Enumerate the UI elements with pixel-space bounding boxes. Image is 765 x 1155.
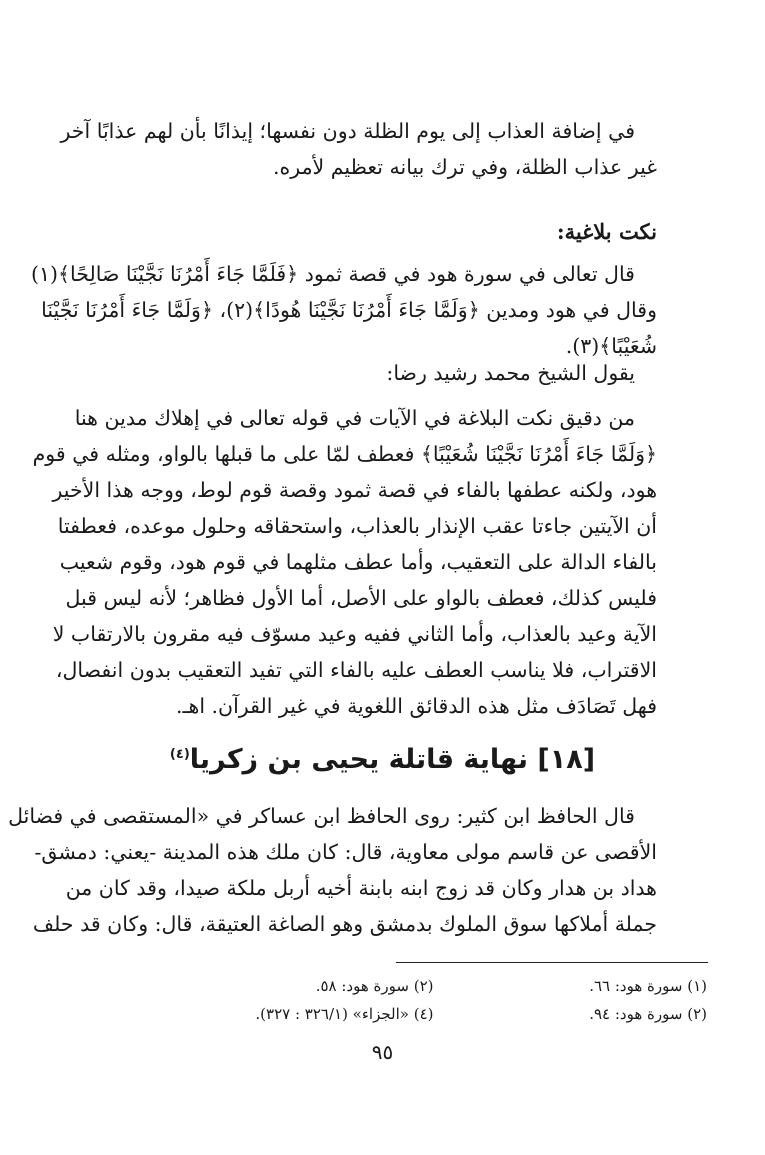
- text-line: شُعَيْبًا﴾(٣).: [565, 334, 657, 358]
- footnote: (٤) «الجزاء» (٣٢٦/١ : ٣٢٧).: [255, 1005, 434, 1023]
- footnote-row: [160, 972, 707, 1000]
- intro-paragraph: [55, 113, 657, 185]
- quote-intro: يقول الشيخ محمد رشيد رضا:: [386, 361, 635, 385]
- footnotes: [160, 972, 707, 1028]
- text-line: قال الحافظ ابن كثير: روى الحافظ ابن عساكر في «المستقصى في فضائل: [8, 804, 635, 828]
- story-paragraph: [8, 798, 657, 942]
- text-line: هود، ولكنه عطفها بالفاء في قصة ثمود وقصة قوم لوط، ووجه هذا الأخير: [52, 478, 657, 502]
- quote-paragraph: [32, 400, 657, 724]
- text-line: غير عذاب الظلة، وفي ترك بيانه تعظيم لأمره.: [273, 155, 657, 179]
- footnote: (٢) سورة هود: ٥٨.: [315, 977, 434, 995]
- section-title-footnote-ref: (٤): [169, 747, 190, 762]
- page-number: ٩٥: [371, 1040, 394, 1064]
- section-heading: نكت بلاغية:: [556, 219, 657, 244]
- footnote-row: [160, 1000, 707, 1028]
- text-line: وقال في هود ومدين ﴿وَلَمَّا جَاءَ أَمْرُنَا نَجَّيْنَا هُودًا﴾(٢)، ﴿وَلَمَّا جَاءَ أَمْرُنَا نَجَّيْنَا: [41, 298, 657, 322]
- text-line: فهل تَصَادَف مثل هذه الدقائق اللغوية في غير القرآن. اهـ.: [175, 694, 657, 718]
- section-title-text: [١٨] نهاية قاتلة يحيى بن زكريا: [189, 744, 596, 775]
- text-line: فليس كذلك، فعطف بالواو على الأصل، أما الأول فظاهر؛ لأنه ليس قبل: [65, 586, 657, 610]
- footnote-separator: [396, 962, 708, 963]
- text-line: ﴿وَلَمَّا جَاءَ أَمْرُنَا نَجَّيْنَا شُعَيْبًا﴾ فعطف لمّا على ما قبلها بالواو، ومثله في قوم: [32, 442, 657, 466]
- text-line: أن الآيتين جاءتا عقب الإنذار بالعذاب، واستحقاقه وحلول موعده، فعطفتا: [57, 514, 657, 538]
- text-line: بالفاء الدالة على التعقيب، وأما عطف مثلهما في قوم هود، وقوم شعيب: [59, 550, 657, 574]
- text-line: جملة أملاكها سوق الملوك بدمشق وهو الصاغة العتيقة، قال: وكان قد حلف: [32, 912, 657, 936]
- text-line: في إضافة العذاب إلى يوم الظلة دون نفسها؛ إيذانًا بأن لهم عذابًا آخر: [60, 119, 635, 143]
- footnote: (١) سورة هود: ٦٦.: [589, 977, 707, 995]
- text-line: الآية وعيد بالعذاب، وأما الثاني ففيه وعيد مسوّف فيه مقرون بالارتقاب لا: [52, 622, 657, 646]
- text-line: قال تعالى في سورة هود في قصة ثمود ﴿فَلَمَّا جَاءَ أَمْرُنَا نَجَّيْنَا صَالِحًا﴾(١): [30, 262, 635, 286]
- text-line: الأقصى عن قاسم مولى معاوية، قال: كان ملك هذه المدينة -يعني: دمشق-: [34, 840, 657, 864]
- footnote: (٢) سورة هود: ٩٤.: [589, 1005, 707, 1023]
- section-title: [0, 744, 765, 775]
- text-line: من دقيق نكت البلاغة في الآيات في قوله تعالى في إهلاك مدين هنا: [74, 406, 635, 430]
- quran-paragraph: [30, 256, 657, 364]
- text-line: الاقتراب، فلا يناسب العطف عليه بالفاء التي تفيد التعقيب بدون انفصال،: [55, 658, 657, 682]
- text-line: هداد بن هدار وكان قد زوج ابنه بابنة أخيه أربل ملكة صيدا، وقد كان من: [65, 876, 657, 900]
